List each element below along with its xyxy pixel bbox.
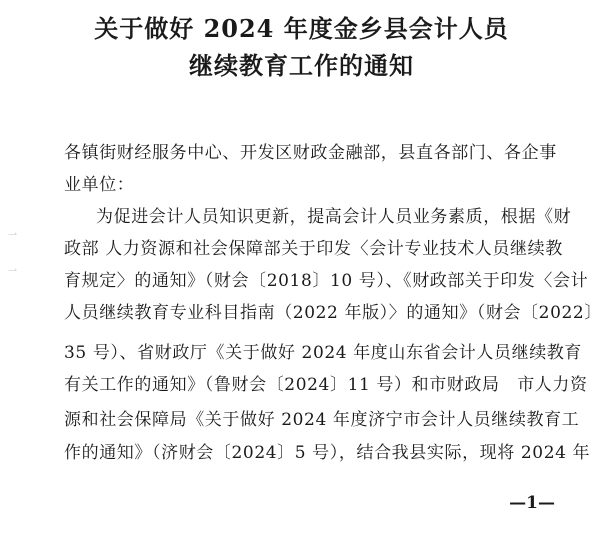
body-line-2: 政部 人力资源和社会保障部关于印发〈会计专业技术人员继续教	[64, 239, 563, 259]
body-line-7: 源和社会保障局《关于做好 2024 年度济宁市会计人员继续教育工	[64, 410, 580, 430]
document-title-line-1: 关于做好 2024 年度金乡县会计人员	[94, 14, 509, 43]
body-line-3: 育规定〉的通知》（财会〔2018〕10 号）、《财政部关于印发〈会计	[64, 271, 589, 291]
body-line-5: 35 号）、省财政厅《关于做好 2024 年度山东省会计人员继续教育	[64, 343, 583, 363]
body-line-1: 为促进会计人员知识更新，提高会计人员业务素质，根据《财	[96, 207, 572, 227]
body-line-4: 人员继续教育专业科目指南（2022 年版）〉的通知》（财会〔2022〕	[64, 303, 602, 323]
document-title-line-2: 继续教育工作的通知	[189, 51, 414, 80]
body-line-6: 有关工作的通知》（鲁财会〔2024〕11 号）和市财政局 市人力资	[64, 375, 588, 395]
recipient-line-2: 业单位：	[64, 175, 135, 195]
body-line-8: 作的通知》（济财会〔2024〕5 号），结合我县实际，现将 2024 年	[64, 443, 591, 463]
margin-mark: 一	[8, 231, 18, 241]
recipient-line-1: 各镇街财经服务中心、开发区财政金融部，县直各部门、各企事	[64, 143, 557, 163]
margin-mark: 一	[8, 267, 18, 277]
page-number: —1—	[509, 493, 555, 513]
